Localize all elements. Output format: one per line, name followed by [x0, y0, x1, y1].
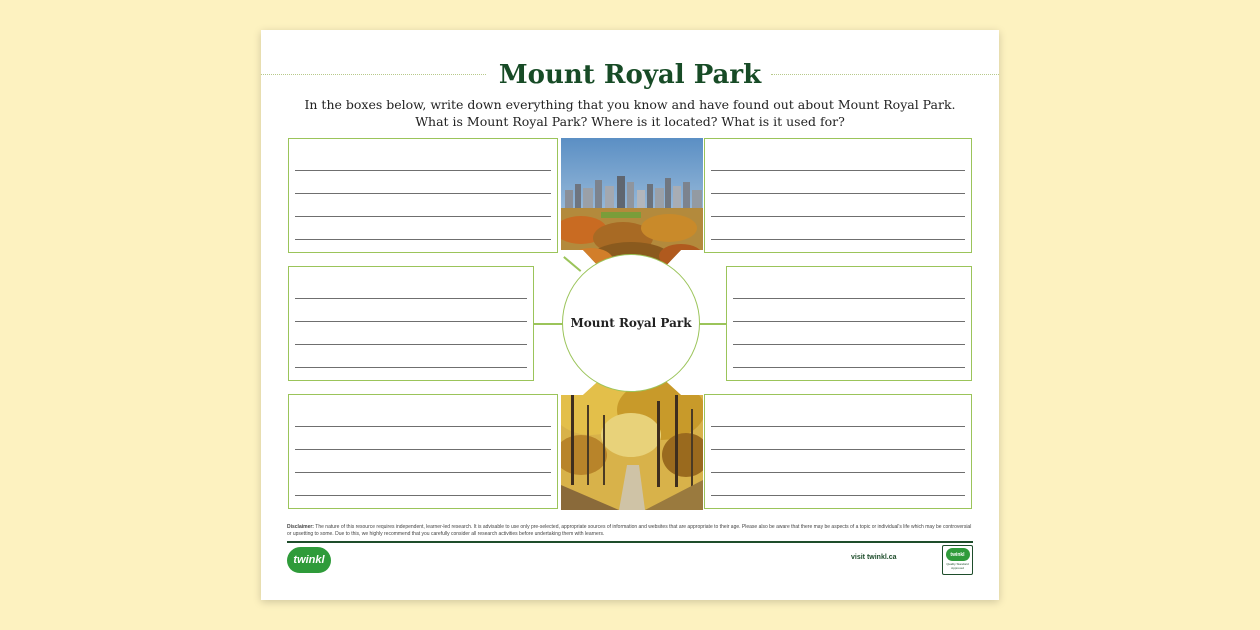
twinkl-logo[interactable]	[287, 547, 331, 573]
instructions-line-1: In the boxes below, write down everything that you know and have found out about Mount Royal Park.	[304, 97, 956, 112]
writing-box-middle-right[interactable]	[726, 266, 972, 381]
writing-box-bottom-right[interactable]	[704, 394, 972, 509]
center-topic-circle	[562, 254, 700, 392]
instructions	[261, 96, 999, 130]
instructions-line-2: What is Mount Royal Park? Where is it located? What is it used for?	[415, 114, 845, 129]
writing-box-bottom-left[interactable]	[288, 394, 558, 509]
disclaimer	[287, 524, 975, 538]
writing-box-top-left[interactable]	[288, 138, 558, 253]
center-topic-label: Mount Royal Park	[570, 316, 692, 330]
badge-logo-text: twinkl	[950, 551, 965, 558]
city-skyline-photo	[561, 138, 703, 273]
disclaimer-label: Disclaimer:	[287, 524, 314, 530]
worksheet-page	[261, 30, 999, 600]
writing-box-middle-left[interactable]	[288, 266, 534, 381]
badge-text: Quality Standard Approved	[946, 562, 969, 570]
writing-box-top-right[interactable]	[704, 138, 972, 253]
connector-middle-left	[533, 323, 563, 325]
badge-logo	[946, 548, 970, 561]
footer-divider	[287, 541, 973, 543]
disclaimer-text: The nature of this resource requires independent, learner-led research. It is advisable to use only pre-selected, appropriate sources of information and websites that are appropriate to their age. Please also be aware that there may be aspects of a topic or individual's life which may be controversial or upsetting to some. Due to this, we highly recommend that you carefully consider all research activities before undertaking them with learners.	[287, 524, 972, 537]
page-title: Mount Royal Park	[498, 60, 762, 90]
quality-badge	[942, 545, 973, 575]
autumn-forest-path-photo	[561, 375, 703, 510]
connector-middle-right	[699, 323, 727, 325]
twinkl-logo-text: twinkl	[293, 554, 325, 566]
title-row	[261, 58, 999, 92]
visit-link[interactable]: visit twinkl.ca	[851, 554, 897, 561]
